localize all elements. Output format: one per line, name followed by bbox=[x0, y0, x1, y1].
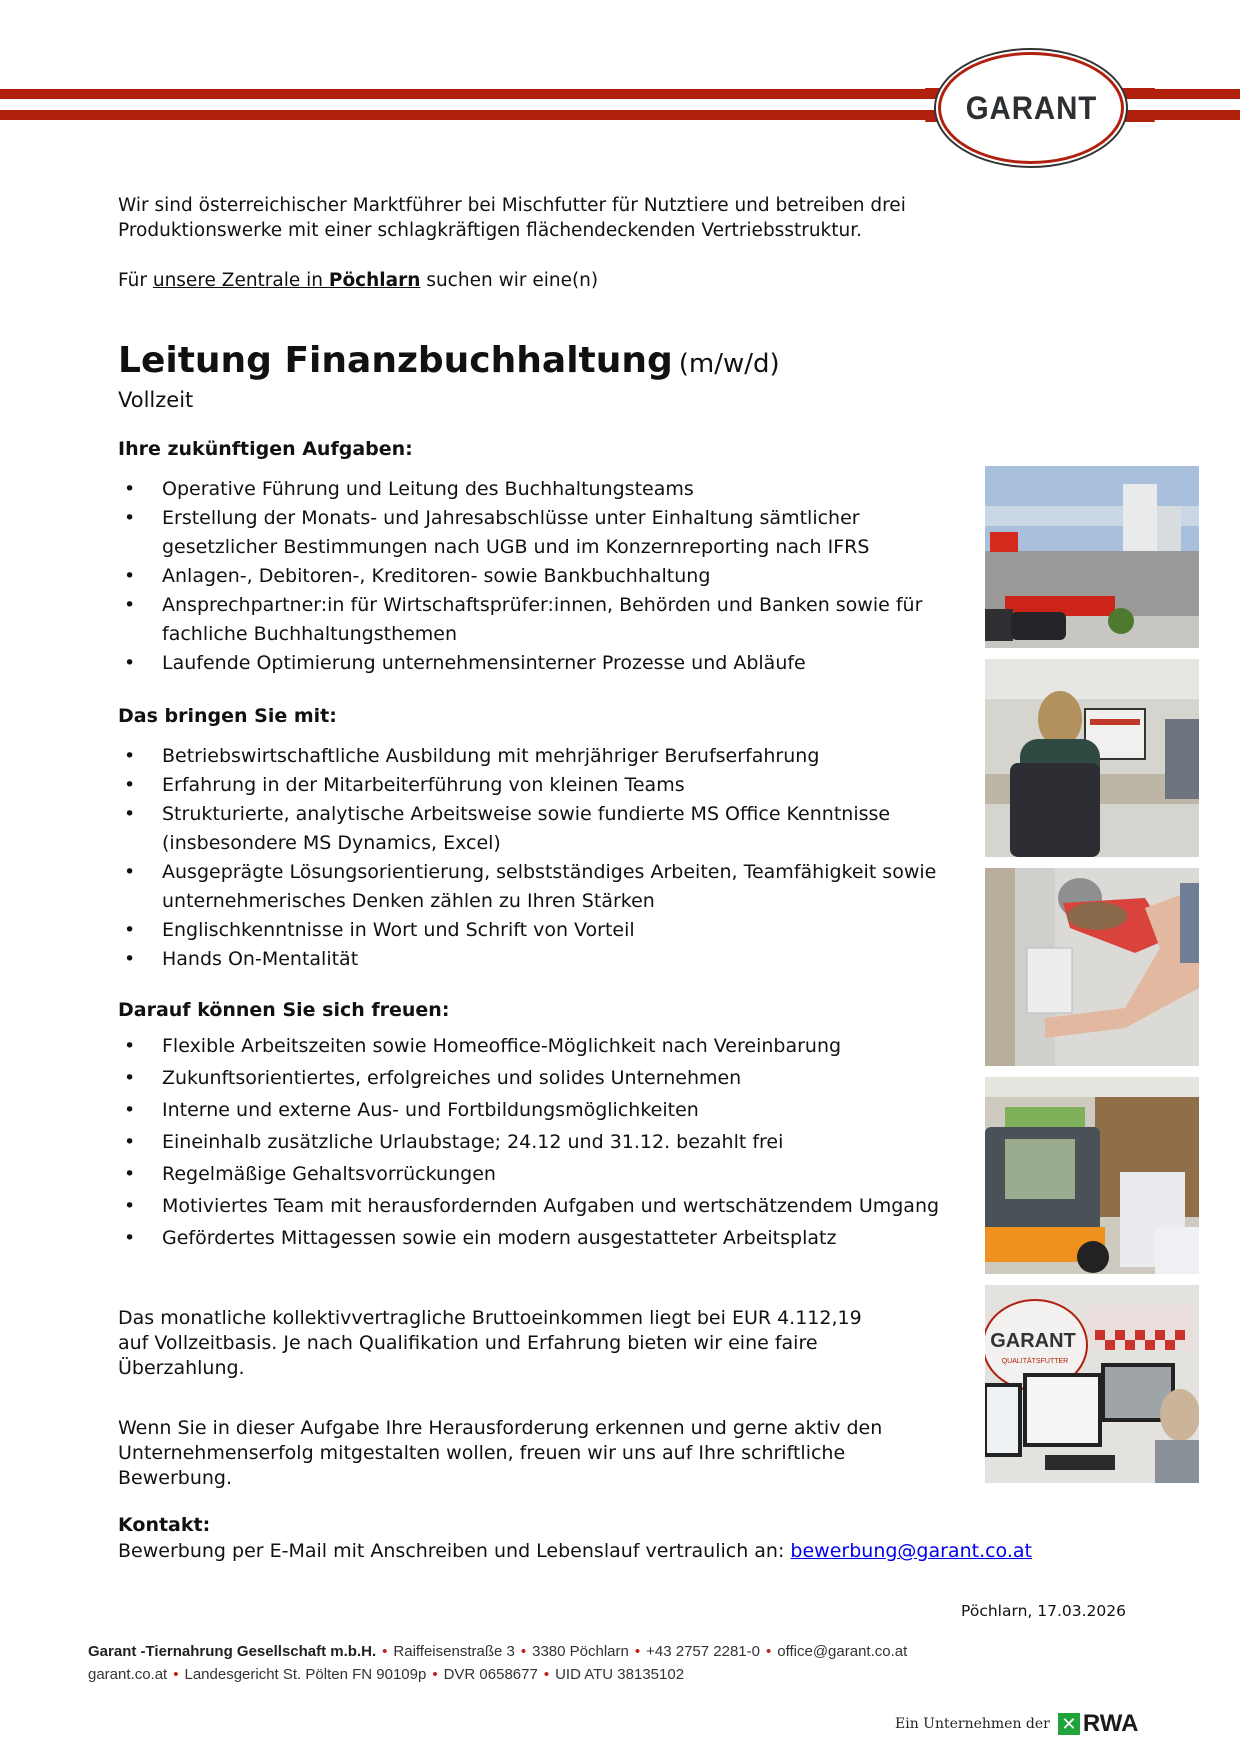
job-title: Leitung Finanzbuchhaltung bbox=[118, 340, 673, 381]
photo-logo-text: GARANT bbox=[990, 1330, 1076, 1352]
footer-email[interactable]: office@garant.co.at bbox=[777, 1643, 908, 1660]
contact-heading: Kontakt: bbox=[118, 1514, 211, 1536]
list-item: • Englischkenntnisse in Wort und Schrift von Vorteil bbox=[118, 916, 958, 945]
intro-paragraph bbox=[118, 193, 1018, 243]
photo-logo-subtext: QUALITÄTSFUTTER bbox=[1001, 1358, 1069, 1365]
search-line bbox=[118, 268, 598, 293]
footer-separator: • bbox=[543, 1666, 550, 1683]
salary-paragraph bbox=[118, 1306, 978, 1381]
list-item: • Zukunftsorientiertes, erfolgreiches und solides Unternehmen bbox=[118, 1066, 958, 1090]
intro-line-1: Wir sind österreichischer Marktführer bei Mischfutter für Nutztiere und betreiben drei bbox=[118, 195, 906, 216]
search-prefix: Für bbox=[118, 270, 153, 291]
tasks-list bbox=[118, 475, 958, 678]
profile-list bbox=[118, 742, 958, 974]
rwa-logo-text: RWA bbox=[1082, 1710, 1139, 1737]
closing-paragraph bbox=[118, 1416, 978, 1491]
feed-sample-photo bbox=[985, 868, 1199, 1066]
tasks-heading: Ihre zukünftigen Aufgaben: bbox=[118, 438, 413, 460]
search-location-underlined bbox=[153, 270, 421, 291]
application-email-link[interactable]: bewerbung@garant.co.at bbox=[790, 1540, 1032, 1562]
header-band bbox=[0, 0, 1240, 170]
search-underlined-text: unsere Zentrale in bbox=[152, 270, 329, 291]
building-photo bbox=[985, 466, 1199, 648]
footer-uid: UID ATU 38135102 bbox=[555, 1666, 685, 1683]
list-item: • Anlagen-, Debitoren-, Kreditoren- sowie Bankbuchhaltung bbox=[118, 562, 958, 591]
footer-line-2 bbox=[88, 1663, 907, 1686]
benefits-heading: Darauf können Sie sich freuen: bbox=[118, 999, 450, 1021]
control-room-photo bbox=[985, 1285, 1199, 1483]
list-item: • Betriebswirtschaftliche Ausbildung mit mehrjähriger Berufserfahrung bbox=[118, 742, 958, 771]
search-location: Pöchlarn bbox=[328, 270, 421, 291]
footer-street: Raiffeisenstraße 3 bbox=[393, 1643, 515, 1660]
list-item: • Ausgeprägte Lösungsorientierung, selbstständiges Arbeiten, Teamfähigkeit sowie unternehmerisches Denken zählen zu Ihren Stärken bbox=[118, 858, 958, 916]
job-title-line bbox=[118, 340, 780, 381]
office-worker-photo bbox=[985, 659, 1199, 857]
intro-line-2: Produktionswerke mit einer schlagkräftigen flächendeckenden Vertriebsstruktur. bbox=[118, 220, 863, 241]
footer-dvr: DVR 0658677 bbox=[443, 1666, 538, 1683]
footer-company: Garant -Tiernahrung Gesellschaft m.b.H. bbox=[88, 1643, 377, 1660]
contact-text: Bewerbung per E-Mail mit Anschreiben und Lebenslauf vertraulich an: bbox=[118, 1540, 791, 1562]
footer-separator: • bbox=[173, 1666, 179, 1683]
salary-line-1: Das monatliche kollektivvertragliche Bruttoeinkommen liegt bei EUR 4.112,19 bbox=[118, 1307, 862, 1329]
parent-company bbox=[895, 1710, 1138, 1738]
list-item: • Laufende Optimierung unternehmensinterner Prozesse und Abläufe bbox=[118, 649, 958, 678]
rwa-logo-icon: ✕ bbox=[1058, 1713, 1080, 1735]
footer-city: 3380 Pöchlarn bbox=[532, 1643, 629, 1660]
footer-phone: +43 2757 2281-0 bbox=[646, 1643, 760, 1660]
forklift-photo bbox=[985, 1077, 1199, 1274]
footer-separator: • bbox=[634, 1643, 641, 1660]
salary-line-3: Überzahlung. bbox=[118, 1357, 245, 1379]
list-item: • Eineinhalb zusätzliche Urlaubstage; 24.12 und 31.12. bezahlt frei bbox=[118, 1130, 958, 1154]
footer-separator: • bbox=[432, 1666, 438, 1683]
footer-separator: • bbox=[520, 1643, 527, 1660]
list-item: • Regelmäßige Gehaltsvorrückungen bbox=[118, 1162, 958, 1186]
list-item: • Ansprechpartner:in für Wirtschaftsprüfer:innen, Behörden und Banken sowie für fachliche Buchhaltungsthemen bbox=[118, 591, 958, 649]
search-suffix: suchen wir eine(n) bbox=[420, 270, 599, 291]
footer-separator: • bbox=[765, 1643, 772, 1660]
salary-line-2: auf Vollzeitbasis. Je nach Qualifikation und Erfahrung bieten wir eine faire bbox=[118, 1332, 818, 1354]
list-item: • Operative Führung und Leitung des Buchhaltungsteams bbox=[118, 475, 958, 504]
list-item: • Hands On-Mentalität bbox=[118, 945, 958, 974]
job-type: Vollzeit bbox=[118, 388, 194, 412]
list-item: • Gefördertes Mittagessen sowie ein modern ausgestatteter Arbeitsplatz bbox=[118, 1226, 958, 1250]
job-gender: (m/w/d) bbox=[678, 349, 780, 379]
footer-court: Landesgericht St. Pölten FN 90109p bbox=[184, 1666, 427, 1683]
list-item: • Flexible Arbeitszeiten sowie Homeoffice-Möglichkeit nach Vereinbarung bbox=[118, 1034, 958, 1058]
contact-line bbox=[118, 1540, 1032, 1562]
benefits-list bbox=[118, 1034, 958, 1258]
list-item: • Interne und externe Aus- und Fortbildungsmöglichkeiten bbox=[118, 1098, 958, 1122]
closing-line-1: Wenn Sie in dieser Aufgabe Ihre Herausforderung erkennen und gerne aktiv den bbox=[118, 1417, 883, 1439]
list-item: • Erfahrung in der Mitarbeiterführung von kleinen Teams bbox=[118, 771, 958, 800]
footer-line-1 bbox=[88, 1640, 907, 1663]
garant-logo bbox=[938, 52, 1124, 164]
closing-line-3: Bewerbung. bbox=[118, 1467, 233, 1489]
date-line: Pöchlarn, 17.03.2026 bbox=[961, 1602, 1126, 1620]
logo-text: GARANT bbox=[965, 89, 1097, 126]
profile-heading: Das bringen Sie mit: bbox=[118, 705, 337, 727]
parent-company-text: Ein Unternehmen der bbox=[895, 1716, 1050, 1732]
list-item: • Erstellung der Monats- und Jahresabschlüsse unter Einhaltung sämtlicher gesetzlicher Bestimmungen nach UGB und im Konzernreporting nach IFRS bbox=[118, 504, 958, 562]
footer bbox=[88, 1640, 907, 1686]
footer-separator: • bbox=[382, 1643, 388, 1660]
footer-website[interactable]: garant.co.at bbox=[88, 1666, 168, 1683]
list-item: • Strukturierte, analytische Arbeitsweise sowie fundierte MS Office Kenntnisse (insbesondere MS Dynamics, Excel) bbox=[118, 800, 958, 858]
list-item: • Motiviertes Team mit herausfordernden Aufgaben und wertschätzendem Umgang bbox=[118, 1194, 958, 1218]
closing-line-2: Unternehmenserfolg mitgestalten wollen, freuen wir uns auf Ihre schriftliche bbox=[118, 1442, 846, 1464]
